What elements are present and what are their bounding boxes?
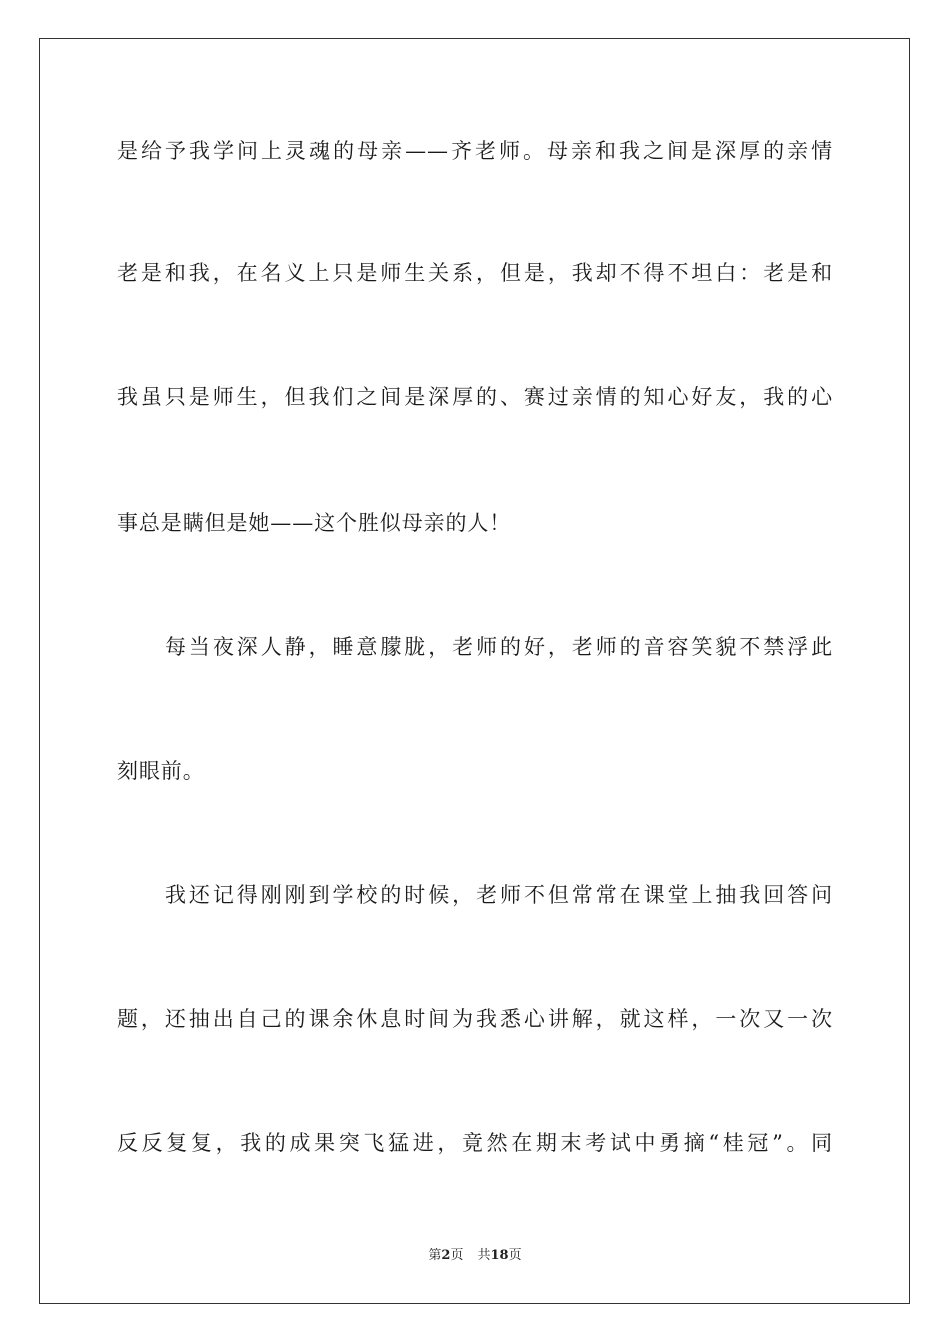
page-number: 第2页: [428, 1248, 464, 1263]
paragraph-first-line: 我还记得刚刚到学校的时候，老师不但常常在课堂上抽我回答问: [165, 883, 833, 907]
text-line: 题，还抽出自己的课余休息时间为我悉心讲解，就这样，一次又一次: [117, 1007, 833, 1031]
text-line: 刻眼前。: [117, 759, 205, 783]
text-line: 老是和我，在名义上只是师生关系，但是，我却不得不坦白：老是和: [117, 261, 833, 285]
text-line: 反反复复，我的成果突飞猛进，竟然在期末考试中勇摘“桂冠”。同: [117, 1131, 833, 1155]
text-line: 事总是瞒但是她——这个胜似母亲的人！: [117, 511, 512, 535]
page-footer: [0, 1246, 950, 1266]
text-line: 是给予我学问上灵魂的母亲——齐老师。母亲和我之间是深厚的亲情: [117, 139, 833, 163]
paragraph-first-line: 每当夜深人静，睡意朦胧，老师的好，老师的音容笑貌不禁浮此: [165, 635, 833, 659]
page-frame: [39, 38, 910, 1304]
text-line: 我虽只是师生，但我们之间是深厚的、赛过亲情的知心好友，我的心: [117, 385, 833, 409]
page-total: 共18页: [477, 1248, 522, 1263]
